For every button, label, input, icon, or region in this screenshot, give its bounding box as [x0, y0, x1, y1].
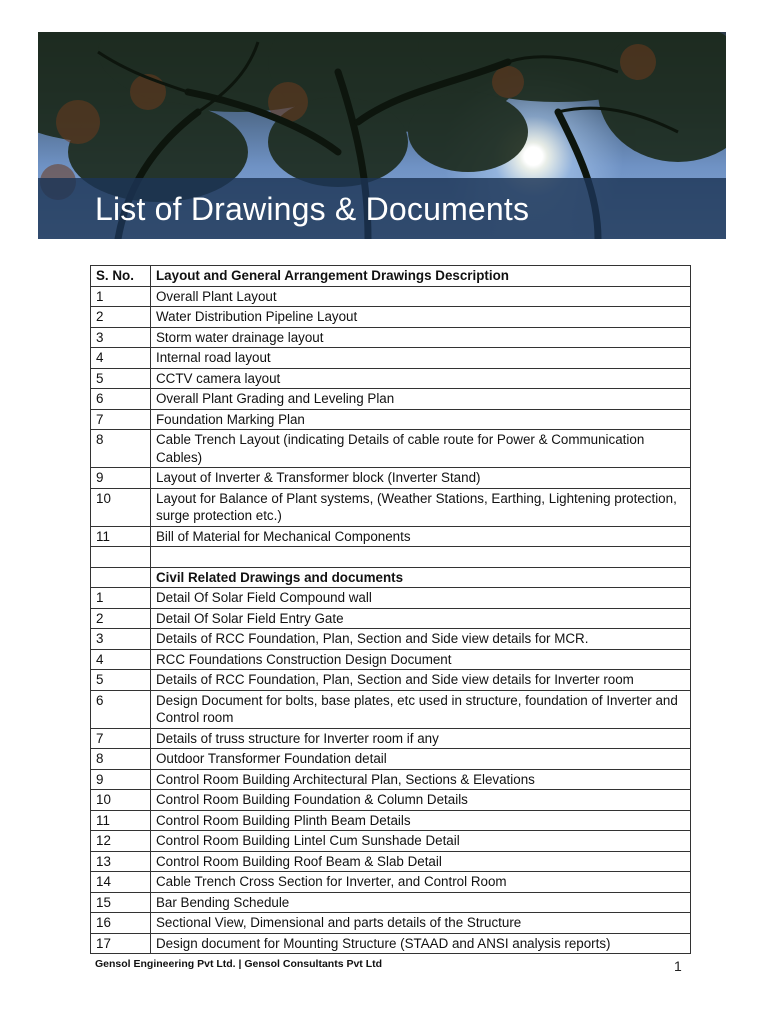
row-description: RCC Foundations Construction Design Document: [151, 649, 691, 670]
table-row: [91, 389, 691, 410]
row-description: Layout for Balance of Plant systems, (Weather Stations, Earthing, Lightening protection, surge protection etc.): [151, 488, 691, 526]
row-description: Design document for Mounting Structure (STAAD and ANSI analysis reports): [151, 933, 691, 954]
row-number: 1: [91, 286, 151, 307]
row-number: 10: [91, 790, 151, 811]
row-description: Details of RCC Foundation, Plan, Section and Side view details for MCR.: [151, 629, 691, 650]
row-number: 7: [91, 409, 151, 430]
page-title: List of Drawings & Documents: [95, 191, 530, 227]
column-header-sno: S. No.: [91, 266, 151, 287]
row-description: Design Document for bolts, base plates, etc used in structure, foundation of Inverter and Control room: [151, 690, 691, 728]
table-row: [91, 588, 691, 609]
table-row: [91, 892, 691, 913]
row-description: Detail Of Solar Field Entry Gate: [151, 608, 691, 629]
table-row: [91, 933, 691, 954]
row-number: 2: [91, 307, 151, 328]
row-description: Bar Bending Schedule: [151, 892, 691, 913]
table-row: [91, 368, 691, 389]
row-number: 6: [91, 690, 151, 728]
table-row: [91, 286, 691, 307]
row-description: Outdoor Transformer Foundation detail: [151, 749, 691, 770]
blank-cell: [151, 547, 691, 568]
table-row: [91, 327, 691, 348]
row-description: Control Room Building Foundation & Column Details: [151, 790, 691, 811]
row-number: 12: [91, 831, 151, 852]
blank-cell: [91, 547, 151, 568]
table-row: [91, 488, 691, 526]
row-number: 9: [91, 468, 151, 489]
row-number: 13: [91, 851, 151, 872]
row-description: Water Distribution Pipeline Layout: [151, 307, 691, 328]
row-number: 2: [91, 608, 151, 629]
row-description: Overall Plant Layout: [151, 286, 691, 307]
table-row: [91, 670, 691, 691]
row-number: 14: [91, 872, 151, 893]
section-title-sno-cell: [91, 567, 151, 588]
section-title-row: [91, 567, 691, 588]
row-description: Bill of Material for Mechanical Components: [151, 526, 691, 547]
table-row: [91, 913, 691, 934]
row-number: 5: [91, 670, 151, 691]
row-description: Foundation Marking Plan: [151, 409, 691, 430]
row-description: Control Room Building Lintel Cum Sunshade Detail: [151, 831, 691, 852]
table-row: [91, 728, 691, 749]
row-number: 16: [91, 913, 151, 934]
section-layout-body: [91, 286, 691, 547]
row-description: Internal road layout: [151, 348, 691, 369]
row-description: Control Room Building Plinth Beam Details: [151, 810, 691, 831]
table-row: [91, 790, 691, 811]
row-number: 11: [91, 526, 151, 547]
table-row: [91, 690, 691, 728]
row-number: 9: [91, 769, 151, 790]
row-description: Sectional View, Dimensional and parts details of the Structure: [151, 913, 691, 934]
footer-company: Gensol Engineering Pvt Ltd. | Gensol Consultants Pvt Ltd: [95, 958, 383, 970]
table-row: [91, 831, 691, 852]
title-band: [38, 178, 726, 239]
table-row: [91, 409, 691, 430]
table-row: [91, 348, 691, 369]
section-civil-body: [91, 588, 691, 954]
row-number: 4: [91, 649, 151, 670]
table-row: [91, 608, 691, 629]
table-row: [91, 430, 691, 468]
row-number: 3: [91, 327, 151, 348]
table-row: [91, 526, 691, 547]
table-header-row: [91, 266, 691, 287]
row-description: Control Room Building Roof Beam & Slab Detail: [151, 851, 691, 872]
row-description: CCTV camera layout: [151, 368, 691, 389]
table-row: [91, 810, 691, 831]
drawings-table: [90, 265, 691, 954]
column-header-description: Layout and General Arrangement Drawings Description: [151, 266, 691, 287]
blank-row: [91, 547, 691, 568]
row-number: 5: [91, 368, 151, 389]
row-number: 1: [91, 588, 151, 609]
row-description: Storm water drainage layout: [151, 327, 691, 348]
table-row: [91, 872, 691, 893]
page-number: 1: [674, 958, 682, 974]
row-description: Overall Plant Grading and Leveling Plan: [151, 389, 691, 410]
table-row: [91, 468, 691, 489]
row-number: 6: [91, 389, 151, 410]
row-number: 15: [91, 892, 151, 913]
table-row: [91, 749, 691, 770]
row-description: Details of RCC Foundation, Plan, Section and Side view details for Inverter room: [151, 670, 691, 691]
table-row: [91, 629, 691, 650]
row-number: 17: [91, 933, 151, 954]
table-row: [91, 851, 691, 872]
row-number: 7: [91, 728, 151, 749]
row-number: 8: [91, 749, 151, 770]
header-banner-image: [38, 32, 726, 239]
row-description: Cable Trench Layout (indicating Details of cable route for Power & Communication Cables): [151, 430, 691, 468]
row-number: 3: [91, 629, 151, 650]
row-description: Detail Of Solar Field Compound wall: [151, 588, 691, 609]
row-number: 4: [91, 348, 151, 369]
row-description: Layout of Inverter & Transformer block (Inverter Stand): [151, 468, 691, 489]
row-number: 10: [91, 488, 151, 526]
row-number: 8: [91, 430, 151, 468]
row-description: Details of truss structure for Inverter room if any: [151, 728, 691, 749]
row-number: 11: [91, 810, 151, 831]
row-description: Cable Trench Cross Section for Inverter, and Control Room: [151, 872, 691, 893]
section-title-civil: Civil Related Drawings and documents: [151, 567, 691, 588]
table-row: [91, 769, 691, 790]
table-row: [91, 307, 691, 328]
row-description: Control Room Building Architectural Plan, Sections & Elevations: [151, 769, 691, 790]
section-divider: [91, 547, 691, 588]
table-row: [91, 649, 691, 670]
